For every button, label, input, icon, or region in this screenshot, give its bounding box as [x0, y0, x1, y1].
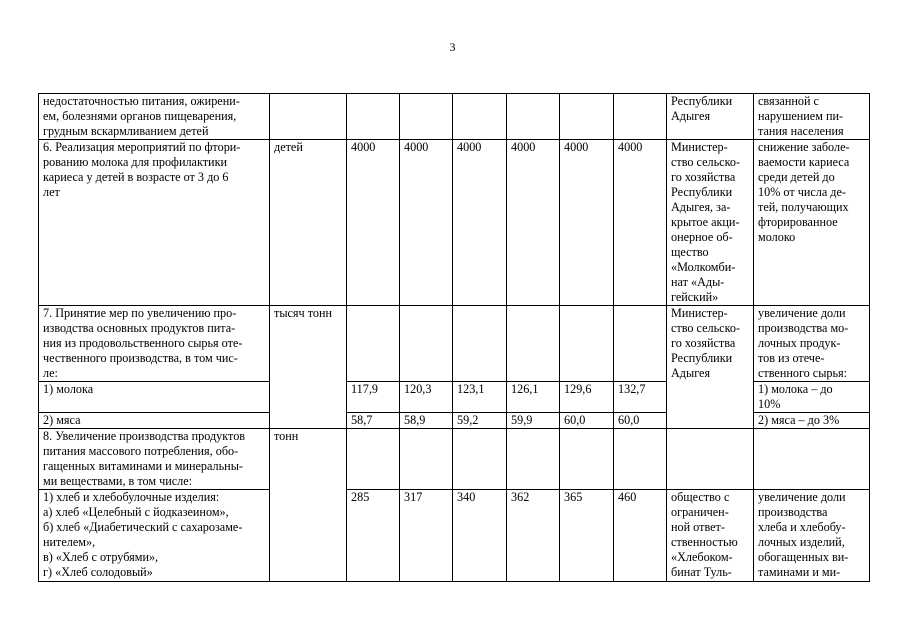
cell-text-line: 8. Увеличение производства продуктов [43, 429, 246, 443]
result-cell [754, 94, 870, 140]
cell-text-line: нат «Ады- [671, 275, 725, 289]
value-cell: 317 [400, 490, 453, 582]
cell-text-line: ваемости кариеса [758, 155, 850, 169]
result-cell [754, 490, 870, 582]
value-cell [400, 306, 453, 382]
cell-text-line: снижение заболе- [758, 140, 850, 154]
cell-text-line: таминами и ми- [758, 565, 841, 579]
cell-text-line: общество с [671, 490, 730, 504]
task-cell [39, 94, 270, 140]
value-cell [400, 429, 453, 490]
page-number: 3 [449, 40, 456, 54]
value-cell: 4000 [453, 140, 507, 306]
value-cell: 365 [560, 490, 614, 582]
executor-cell [667, 490, 754, 582]
cell-text-line: бинат Туль- [671, 565, 732, 579]
cell-text-line: Адыгея [671, 109, 711, 123]
value-cell: 4000 [614, 140, 667, 306]
cell-text-line: гейский» [671, 290, 719, 304]
cell-text-line: ле: [43, 366, 58, 380]
value-cell [507, 94, 560, 140]
value-cell: 4000 [560, 140, 614, 306]
result-cell [754, 382, 870, 413]
cell-text-line: го хозяйства [671, 170, 736, 184]
cell-text-line: нарушением пи- [758, 109, 844, 123]
cell-text-line: крытое акци- [671, 215, 740, 229]
value-cell: 58,9 [400, 413, 453, 429]
cell-text-line: ственного сырья: [758, 366, 848, 380]
table-row [39, 140, 870, 306]
cell-text-line: ния из продовольственного сырья оте- [43, 336, 243, 350]
cell-text-line: ограничен- [671, 505, 729, 519]
cell-text-line: ство сельско- [671, 321, 741, 335]
cell-text-line: увеличение доли [758, 306, 846, 320]
cell-text-line: ми веществами, в том числе: [43, 474, 193, 488]
value-cell [560, 429, 614, 490]
cell-text-line: нителем», [43, 535, 96, 549]
cell-text-line: 1) молока – до [758, 382, 833, 396]
value-cell: 460 [614, 490, 667, 582]
value-cell: 340 [453, 490, 507, 582]
cell-text-line: обогащенных ви- [758, 550, 849, 564]
table-row [39, 306, 870, 382]
value-cell [347, 306, 400, 382]
result-cell [754, 140, 870, 306]
result-cell [754, 306, 870, 382]
value-cell [347, 429, 400, 490]
value-cell [453, 306, 507, 382]
cell-text-line: Республики [671, 185, 733, 199]
cell-text-line: связанной с [758, 94, 819, 108]
cell-text-line: фторированное [758, 215, 838, 229]
cell-text-line: увеличение доли [758, 490, 846, 504]
task-cell [39, 140, 270, 306]
cell-text-line: Республики [671, 94, 733, 108]
unit-cell [270, 94, 347, 140]
cell-text-line: а) хлеб «Целебный с йодказеином», [43, 505, 229, 519]
task-cell [39, 429, 270, 490]
unit-cell: детей [270, 140, 347, 306]
value-cell: 60,0 [560, 413, 614, 429]
table-row [39, 94, 870, 140]
measures-table [38, 93, 870, 582]
executor-cell [667, 306, 754, 429]
cell-text-line: Министер- [671, 306, 728, 320]
value-cell [614, 306, 667, 382]
cell-text-line: кариеса у детей в возрасте от 3 до 6 [43, 170, 229, 184]
task-cell: 1) молока [39, 382, 270, 413]
value-cell: 362 [507, 490, 560, 582]
cell-text-line: грудным вскармливанием детей [43, 124, 209, 138]
cell-text-line: производства мо- [758, 321, 849, 335]
cell-text-line: хлеба и хлебобу- [758, 520, 846, 534]
value-cell: 59,9 [507, 413, 560, 429]
cell-text-line: среди детей до [758, 170, 835, 184]
unit-cell: тысяч тонн [270, 306, 347, 429]
cell-text-line: 6. Реализация мероприятий по фтори- [43, 140, 241, 154]
cell-text-line: 1) хлеб и хлебобулочные изделия: [43, 490, 220, 504]
executor-cell [667, 429, 754, 490]
task-cell [39, 490, 270, 582]
value-cell: 4000 [347, 140, 400, 306]
value-cell: 129,6 [560, 382, 614, 413]
cell-text-line: гащенных витаминами и минеральны- [43, 459, 243, 473]
cell-text-line: рованию молока для профилактики [43, 155, 228, 169]
table-row [39, 429, 870, 490]
cell-text-line: ной ответ- [671, 520, 725, 534]
cell-text-line: 10% от числа де- [758, 185, 846, 199]
value-cell: 285 [347, 490, 400, 582]
cell-text-line: 10% [758, 397, 781, 411]
cell-text-line: изводства основных продуктов пита- [43, 321, 236, 335]
cell-text-line: Министер- [671, 140, 728, 154]
cell-text-line: Адыгея [671, 366, 711, 380]
cell-text-line: тания населения [758, 124, 844, 138]
cell-text-line: недостаточностью питания, ожирени- [43, 94, 240, 108]
value-cell [453, 94, 507, 140]
cell-text-line: лочных изделий, [758, 535, 845, 549]
cell-text-line: щество [671, 245, 709, 259]
cell-text-line: Адыгея, за- [671, 200, 731, 214]
cell-text-line: тов из отече- [758, 351, 825, 365]
cell-text-line: питания массового потребления, обо- [43, 444, 239, 458]
unit-cell: тонн [270, 429, 347, 582]
value-cell: 58,7 [347, 413, 400, 429]
cell-text-line: 7. Принятие мер по увеличению про- [43, 306, 237, 320]
cell-text-line: молоко [758, 230, 796, 244]
cell-text-line: лет [43, 185, 60, 199]
executor-cell [667, 94, 754, 140]
value-cell [614, 94, 667, 140]
result-cell: 2) мяса – до 3% [754, 413, 870, 429]
value-cell: 4000 [400, 140, 453, 306]
cell-text-line: в) «Хлеб с отрубями», [43, 550, 159, 564]
cell-text-line: ство сельско- [671, 155, 741, 169]
task-cell [39, 306, 270, 382]
value-cell [400, 94, 453, 140]
value-cell: 4000 [507, 140, 560, 306]
cell-text-line: чественного производства, в том чис- [43, 351, 238, 365]
cell-text-line: тей, получающих [758, 200, 849, 214]
value-cell: 120,3 [400, 382, 453, 413]
value-cell: 126,1 [507, 382, 560, 413]
value-cell [507, 306, 560, 382]
value-cell: 123,1 [453, 382, 507, 413]
result-cell [754, 429, 870, 490]
cell-text-line: онерное об- [671, 230, 733, 244]
value-cell: 59,2 [453, 413, 507, 429]
cell-text-line: ем, болезнями органов пищеварения, [43, 109, 237, 123]
value-cell: 117,9 [347, 382, 400, 413]
cell-text-line: «Хлебоком- [671, 550, 733, 564]
value-cell [347, 94, 400, 140]
value-cell [507, 429, 560, 490]
value-cell [560, 94, 614, 140]
cell-text-line: производства [758, 505, 828, 519]
value-cell [614, 429, 667, 490]
executor-cell [667, 140, 754, 306]
cell-text-line: го хозяйства [671, 336, 736, 350]
value-cell [560, 306, 614, 382]
cell-text-line: г) «Хлеб солодовый» [43, 565, 153, 579]
cell-text-line: б) хлеб «Диабетический с сахарозаме- [43, 520, 243, 534]
value-cell: 60,0 [614, 413, 667, 429]
value-cell [453, 429, 507, 490]
cell-text-line: лочных продук- [758, 336, 841, 350]
task-cell: 2) мяса [39, 413, 270, 429]
cell-text-line: «Молкомби- [671, 260, 736, 274]
value-cell: 132,7 [614, 382, 667, 413]
cell-text-line: Республики [671, 351, 733, 365]
cell-text-line: ственностью [671, 535, 738, 549]
table-row [39, 490, 870, 582]
